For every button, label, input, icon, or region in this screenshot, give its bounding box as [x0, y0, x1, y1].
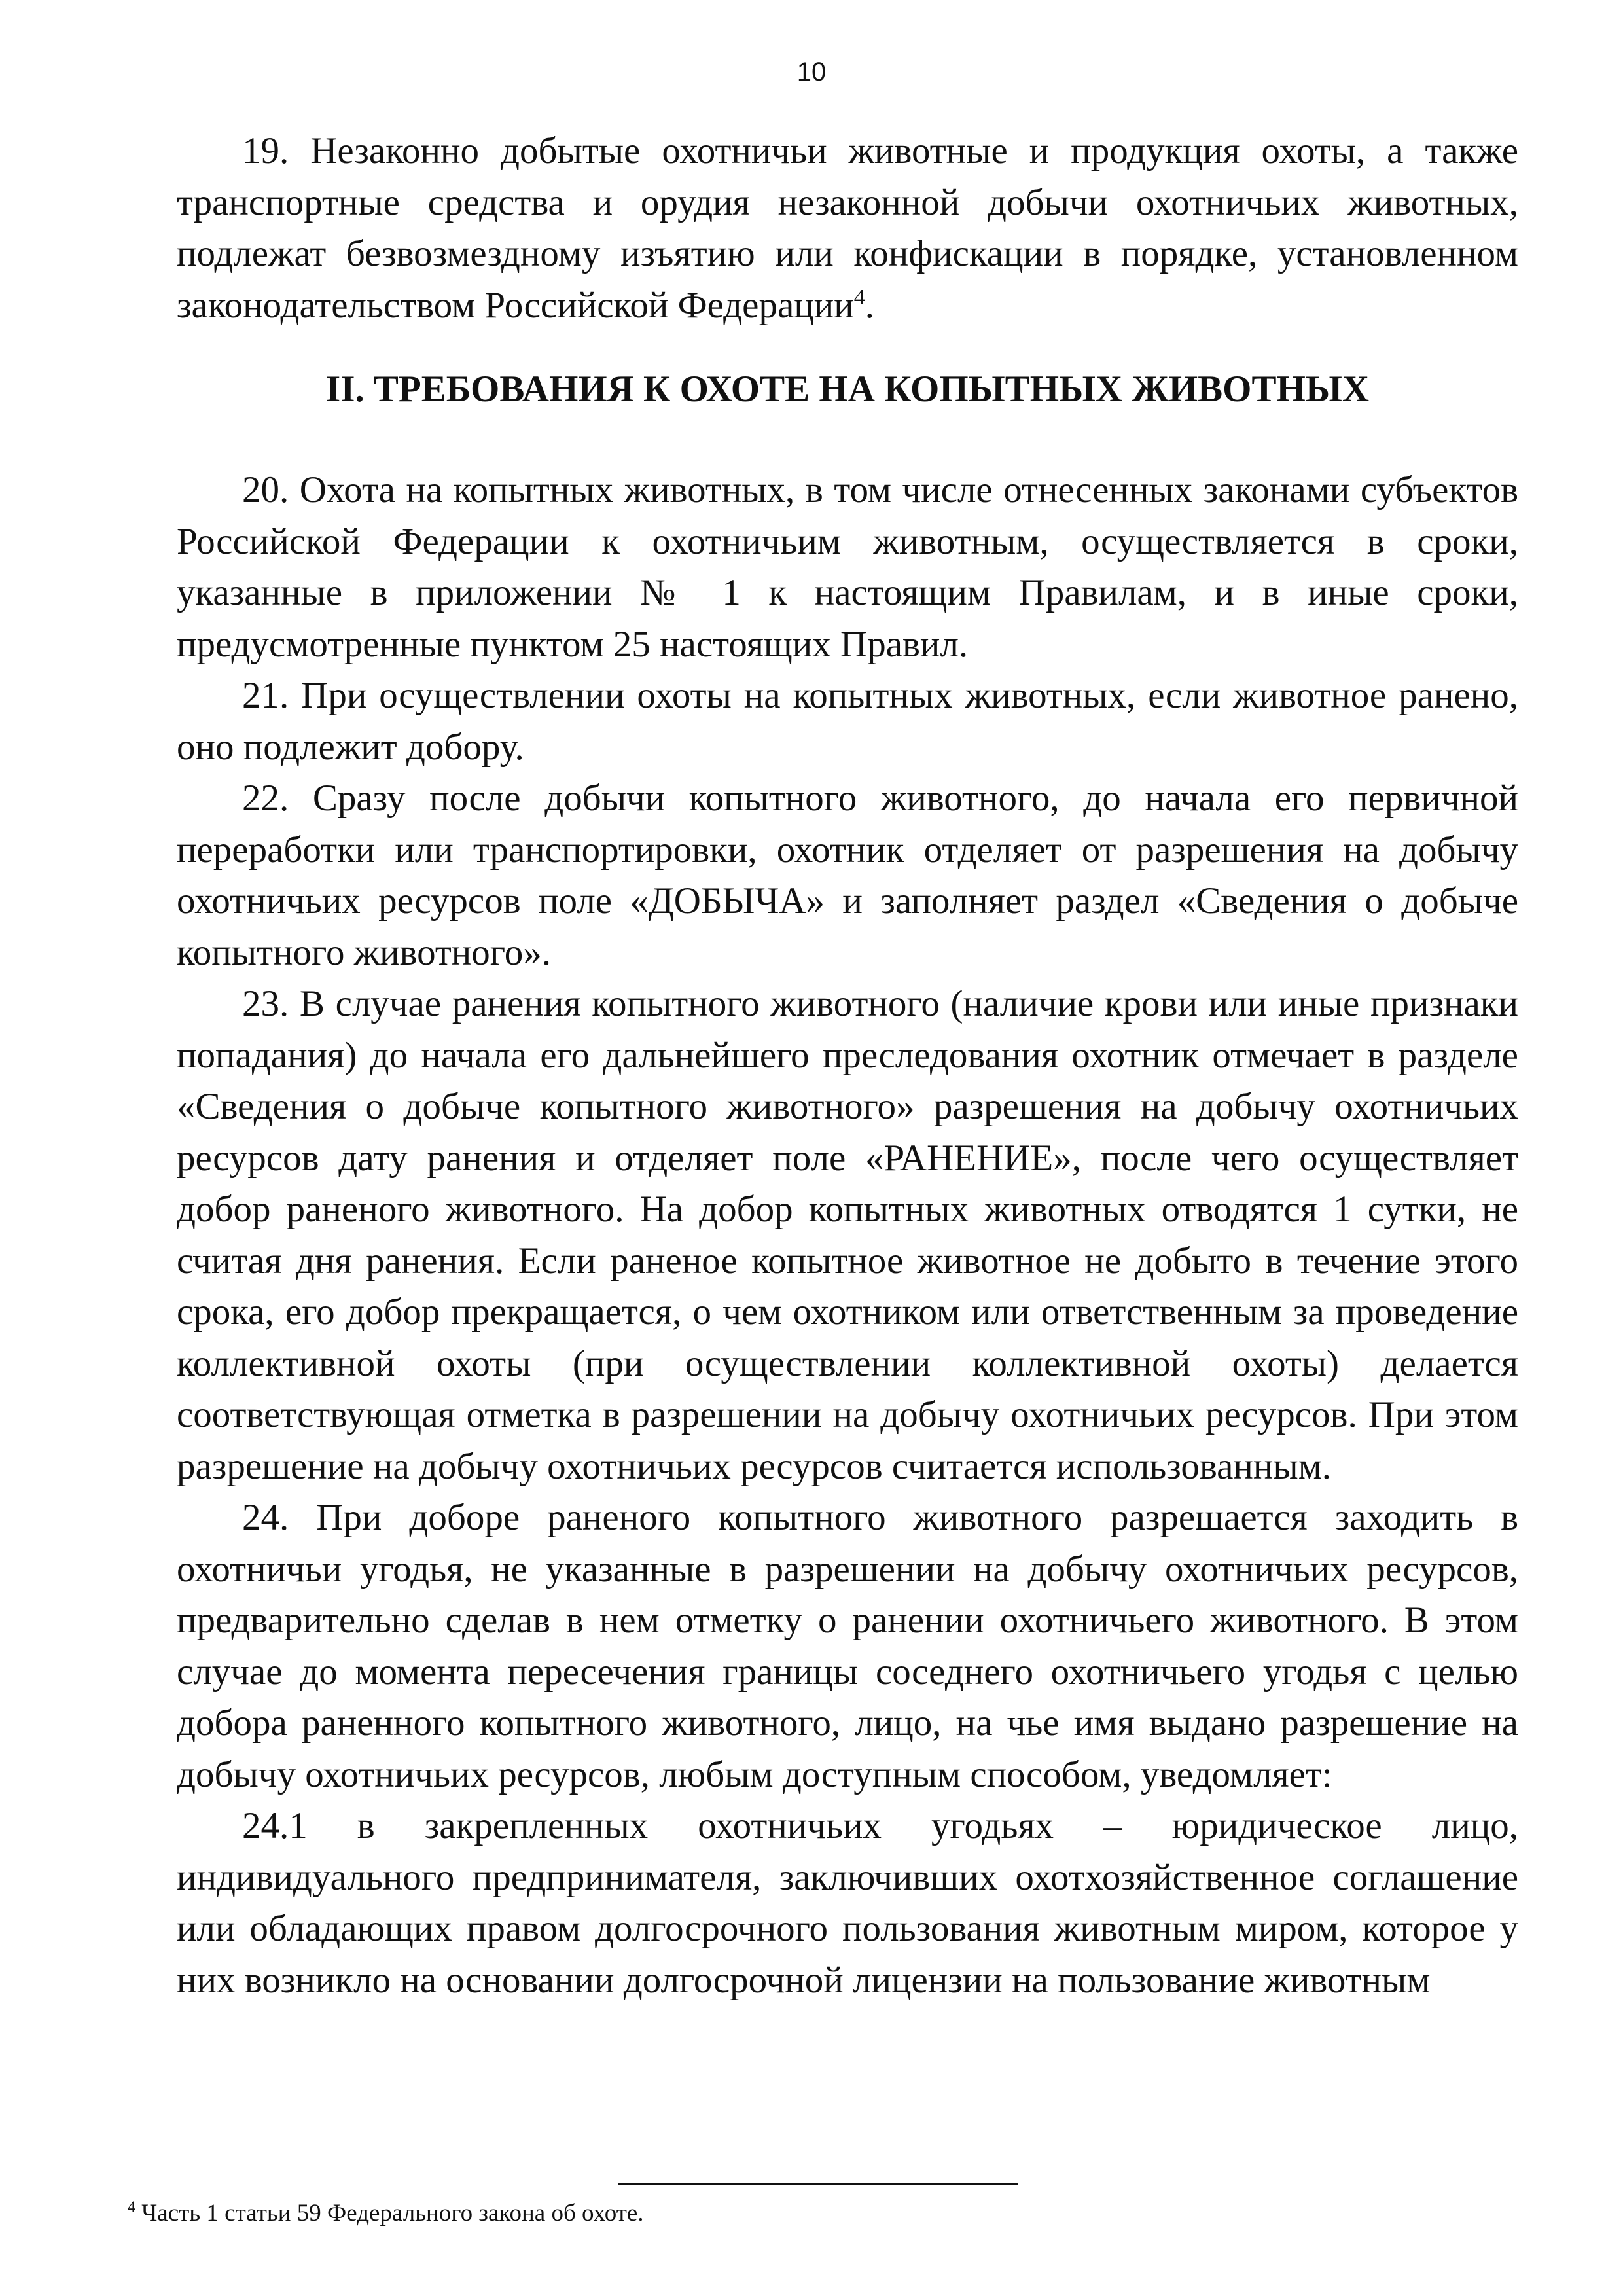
footnote-ref: 4: [853, 285, 865, 310]
page-number: 10: [796, 58, 827, 86]
paragraph-21: 21. При осуществлении охоты на копытных животных, если животное ранено, оно подлежит добору.: [177, 675, 1518, 768]
section-heading: II. ТРЕБОВАНИЯ К ОХОТЕ НА КОПЫТНЫХ ЖИВОТНЫХ: [326, 368, 1369, 410]
paragraph-24-1: 24.1 в закрепленных охотничьих угодьях – юридическое лицо, индивидуального предпринимателя, заключивших охотхозяйственное соглашение или обладающих правом долгосрочного пользования животным миром, которое у них возникло на основании долгосрочной лицензии на пользование животным: [177, 1805, 1518, 2001]
paragraph-19: [177, 126, 1518, 331]
paragraph-20: 20. Охота на копытных животных, в том числе отнесенных законами субъектов Российской Федерации к охотничьим животным, осуществляется в сроки, указанные в приложении № 1 к настоящим Правилам, и в иные сроки, предусмотренные пунктом 25 настоящих Правил.: [177, 469, 1518, 665]
footnote-mark: 4: [128, 2198, 135, 2216]
footnote-text: Часть 1 статьи 59 Федерального закона об охоте.: [141, 2200, 644, 2227]
document-body: [177, 126, 1518, 2006]
paragraph-text: 19. Незаконно добытые охотничьи животные и продукция охоты, а также транспортные средства и орудия незаконной добычи охотничьих животных, подлежат безвозмездному изъятию или конфискации в порядке, установленном законодательством Российской Федерации: [177, 130, 1518, 326]
footnote: [128, 2199, 644, 2227]
paragraph-tail: .: [865, 284, 875, 326]
paragraph-24: 24. При доборе раненого копытного животного разрешается заходить в охотничьи угодья, не указанные в разрешении на добычу охотничьих ресурсов, предварительно сделав в нем отметку о ранении охотничьего животного. В этом случае до момента пересечения границы соседнего охотничьего угодья с целью добора раненного копытного животного, лицо, на чье имя выдано разрешение на добычу охотничьих ресурсов, любым доступным способом, уведомляет:: [177, 1497, 1518, 1795]
footnote-separator: [618, 2183, 1018, 2185]
paragraph-23: 23. В случае ранения копытного животного (наличие крови или иные признаки попадания) до начала его дальнейшего преследования охотник отмечает в разделе «Сведения о добыче копытного животного» разрешения на добычу охотничьих ресурсов дату ранения и отделяет поле «РАНЕНИЕ», после чего осуществляет добор раненого животного. На добор копытных животных отводятся 1 сутки, не считая дня ранения. Если раненое копытное животное не добыто в течение этого срока, его добор прекращается, о чем охотником или ответственным за проведение коллективной охоты (при осуществлении коллективной охоты) делается соответствующая отметка в разрешении на добычу охотничьих ресурсов. При этом разрешение на добычу охотничьих ресурсов считается использованным.: [177, 983, 1518, 1487]
paragraph-22: 22. Сразу после добычи копытного животного, до начала его первичной переработки или транспортировки, охотник отделяет от разрешения на добычу охотничьих ресурсов поле «ДОБЫЧА» и заполняет раздел «Сведения о добыче копытного животного».: [177, 778, 1518, 973]
